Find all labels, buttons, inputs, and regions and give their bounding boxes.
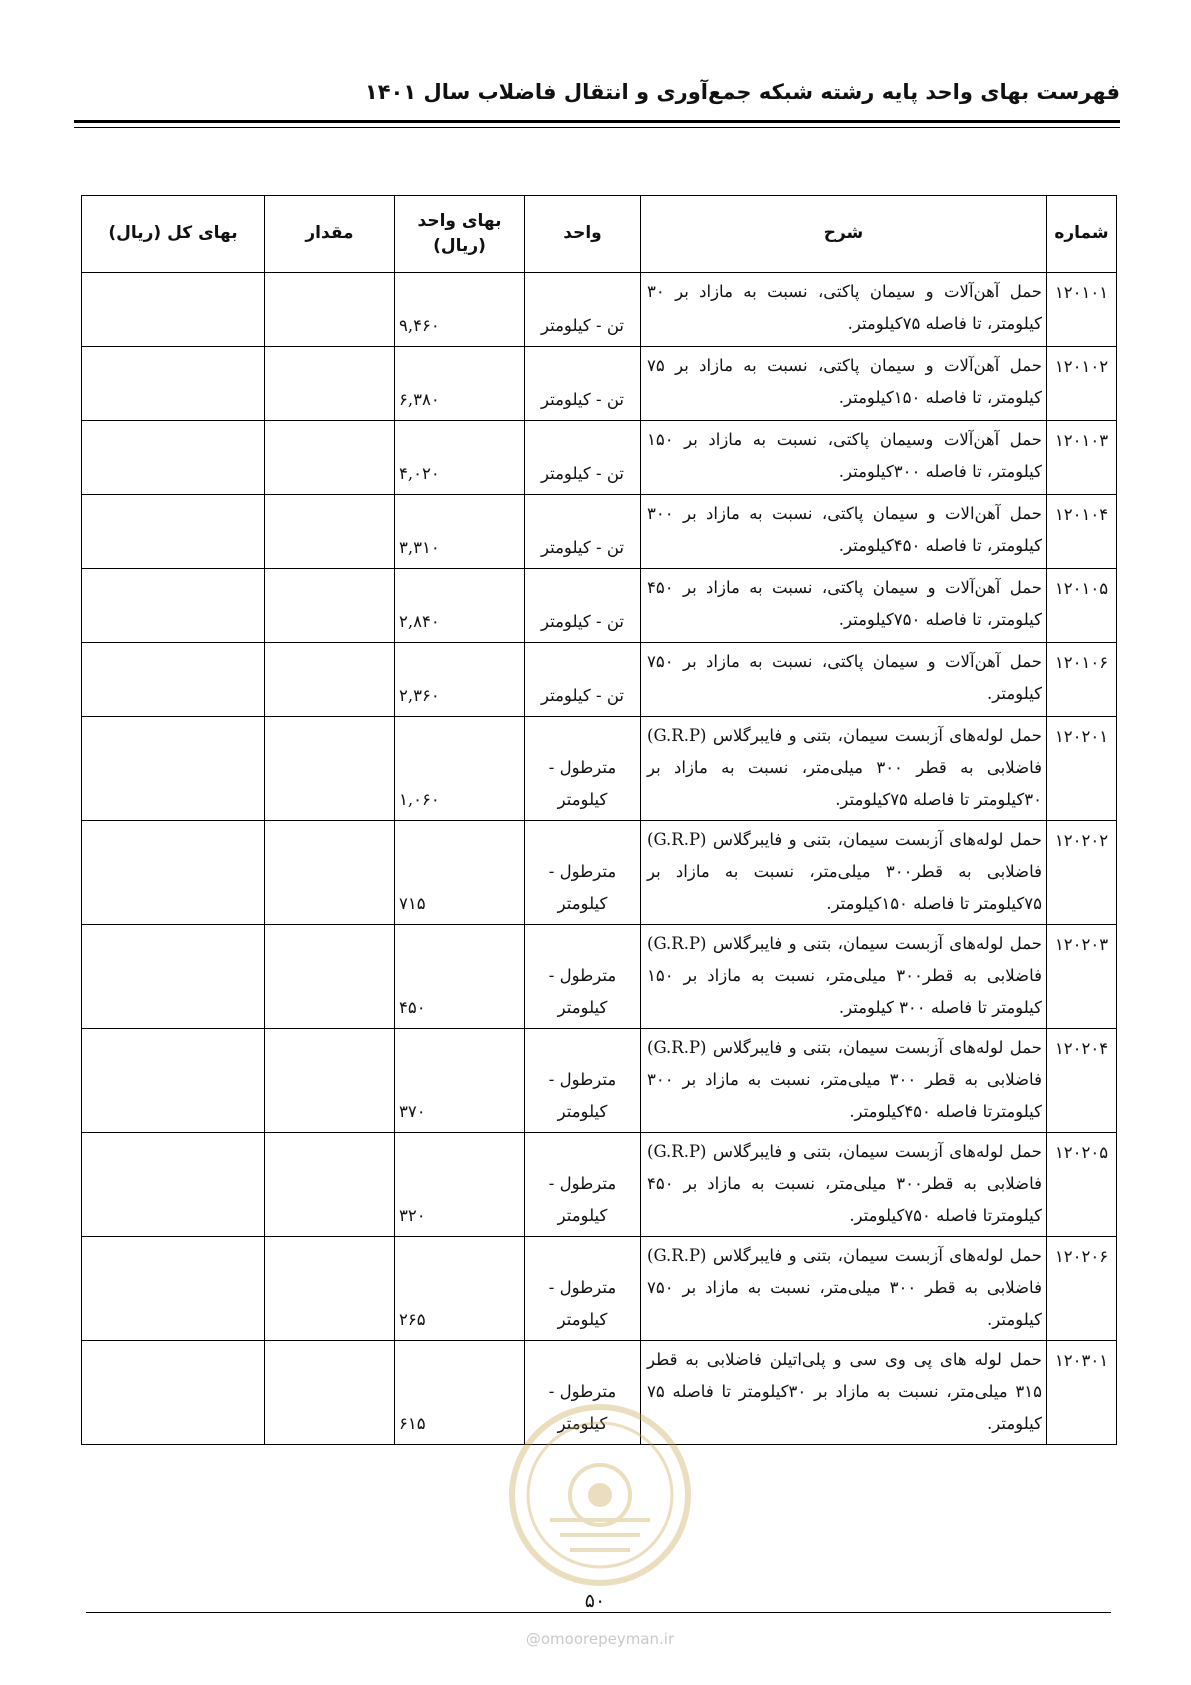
- item-unit-price-cell: ۳۷۰: [395, 1029, 525, 1133]
- item-unit-cell: [525, 925, 641, 1029]
- item-unit-price-cell: ۶,۳۸۰: [395, 347, 525, 421]
- item-unit-line: مترطول -: [548, 1381, 617, 1401]
- item-unit-cell: [525, 273, 641, 347]
- item-unit-line: مترطول -: [548, 1173, 617, 1193]
- item-quantity-cell: [265, 1341, 395, 1445]
- item-total-price-cell: [82, 1029, 265, 1133]
- table-row: [82, 347, 1117, 421]
- item-unit-line: مترطول -: [548, 965, 617, 985]
- item-total-price-cell: [82, 1133, 265, 1237]
- item-total-price-cell: [82, 1341, 265, 1445]
- item-unit-price-cell: ۴,۰۲۰: [395, 421, 525, 495]
- item-unit-line: کیلومتر: [557, 789, 608, 809]
- footer-watermark-text: @omoorepeyman.ir: [525, 1630, 675, 1648]
- item-unit-cell: [525, 347, 641, 421]
- item-quantity-cell: [265, 821, 395, 925]
- item-unit-line: کیلومتر: [557, 1101, 608, 1121]
- item-description-cell: حمل آهن‌الات و سیمان پاکتی، نسبت به مازاد بر ۳۰۰ کیلومتر، تا فاصله ۴۵۰کیلومتر.: [641, 495, 1047, 569]
- item-unit-price-cell: ۶۱۵: [395, 1341, 525, 1445]
- item-description-cell: حمل لوله‌های آزبست سیمان، بتنی و فایبرگلاس (G.R.P) فاضلابی به قطر ۳۰۰ میلی‌متر، نسبت به مازاد بر ۳۰۰ کیلومترتا فاصله ۴۵۰کیلومتر.: [641, 1029, 1047, 1133]
- item-unit-cell: [525, 569, 641, 643]
- column-header-code: شماره: [1047, 196, 1117, 273]
- item-code-cell: ۱۲۰۱۰۵: [1047, 569, 1117, 643]
- item-unit-price-cell: ۳۲۰: [395, 1133, 525, 1237]
- item-code-cell: ۱۲۰۲۰۵: [1047, 1133, 1117, 1237]
- item-unit-line: کیلومتر: [557, 893, 608, 913]
- item-quantity-cell: [265, 925, 395, 1029]
- item-quantity-cell: [265, 1029, 395, 1133]
- item-code-cell: ۱۲۰۱۰۱: [1047, 273, 1117, 347]
- item-unit-line: تن - کیلومتر: [541, 685, 624, 705]
- table-row: [82, 495, 1117, 569]
- item-quantity-cell: [265, 273, 395, 347]
- item-code-cell: ۱۲۰۲۰۳: [1047, 925, 1117, 1029]
- item-description-cell: حمل لوله‌های آزبست سیمان، بتنی و فایبرگلاس (G.R.P) فاضلابی به قطر۳۰۰ میلی‌متر، نسبت به مازاد بر ۱۵۰ کیلومتر تا فاصله ۳۰۰ کیلومتر.: [641, 925, 1047, 1029]
- table-row: [82, 643, 1117, 717]
- item-unit-line: کیلومتر: [557, 997, 608, 1017]
- item-unit-cell: [525, 1341, 641, 1445]
- item-unit-line: کیلومتر: [557, 1309, 608, 1329]
- item-unit-price-cell: ۲,۸۴۰: [395, 569, 525, 643]
- item-unit-price-cell: ۲,۳۶۰: [395, 643, 525, 717]
- item-code-cell: ۱۲۰۱۰۴: [1047, 495, 1117, 569]
- header-divider-thin: [74, 127, 1120, 128]
- table-row: [82, 1341, 1117, 1445]
- item-unit-price-cell: ۴۵۰: [395, 925, 525, 1029]
- item-code-cell: ۱۲۰۱۰۲: [1047, 347, 1117, 421]
- item-unit-line: کیلومتر: [557, 1413, 608, 1433]
- item-quantity-cell: [265, 347, 395, 421]
- item-unit-price-cell: ۲۶۵: [395, 1237, 525, 1341]
- item-unit-line: کیلومتر: [557, 1205, 608, 1225]
- item-unit-line: مترطول -: [548, 757, 617, 777]
- item-quantity-cell: [265, 495, 395, 569]
- column-header-unit-price: بهای واحد (ریال): [395, 196, 525, 273]
- item-quantity-cell: [265, 643, 395, 717]
- item-unit-line: تن - کیلومتر: [541, 315, 624, 335]
- price-list-table: [81, 195, 1117, 1445]
- item-unit-cell: [525, 1133, 641, 1237]
- item-code-cell: ۱۲۰۲۰۲: [1047, 821, 1117, 925]
- table-row: [82, 421, 1117, 495]
- table-row: [82, 569, 1117, 643]
- header-divider-thick: [74, 120, 1120, 123]
- item-unit-cell: [525, 643, 641, 717]
- footer-divider: [86, 1612, 1111, 1613]
- page-number: ۵۰: [584, 1590, 606, 1612]
- item-description-cell: حمل لوله های پی وی سی و پلی‌اتیلن فاضلابی به قطر ۳۱۵ میلی‌متر، نسبت به مازاد بر ۳۰کیلومتر تا فاصله ۷۵ کیلومتر.: [641, 1341, 1047, 1445]
- item-unit-price-cell: ۳,۳۱۰: [395, 495, 525, 569]
- table-row: [82, 273, 1117, 347]
- item-total-price-cell: [82, 643, 265, 717]
- table-row: [82, 1029, 1117, 1133]
- item-description-cell: حمل آهن‌آلات و سیمان پاکتی، نسبت به مازاد بر ۷۵۰ کیلومتر.: [641, 643, 1047, 717]
- table-row: [82, 1133, 1117, 1237]
- item-quantity-cell: [265, 1237, 395, 1341]
- item-code-cell: ۱۲۰۲۰۶: [1047, 1237, 1117, 1341]
- item-quantity-cell: [265, 421, 395, 495]
- item-quantity-cell: [265, 569, 395, 643]
- column-header-quantity: مقدار: [265, 196, 395, 273]
- item-code-cell: ۱۲۰۲۰۴: [1047, 1029, 1117, 1133]
- item-unit-line: تن - کیلومتر: [541, 463, 624, 483]
- table-row: [82, 717, 1117, 821]
- item-unit-line: مترطول -: [548, 1277, 617, 1297]
- item-total-price-cell: [82, 421, 265, 495]
- item-total-price-cell: [82, 569, 265, 643]
- table-header-row: [82, 196, 1117, 273]
- item-total-price-cell: [82, 821, 265, 925]
- item-unit-line: تن - کیلومتر: [541, 389, 624, 409]
- item-quantity-cell: [265, 1133, 395, 1237]
- item-description-cell: حمل لوله‌های آزبست سیمان، بتنی و فایبرگلاس (G.R.P) فاضلابی به قطر۳۰۰ میلی‌متر، نسبت به مازاد بر ۴۵۰ کیلومترتا فاصله ۷۵۰کیلومتر.: [641, 1133, 1047, 1237]
- item-unit-line: تن - کیلومتر: [541, 611, 624, 631]
- item-unit-line: مترطول -: [548, 1069, 617, 1089]
- column-header-description: شرح: [641, 196, 1047, 273]
- item-unit-price-cell: ۷۱۵: [395, 821, 525, 925]
- item-total-price-cell: [82, 1237, 265, 1341]
- item-code-cell: ۱۲۰۱۰۶: [1047, 643, 1117, 717]
- item-description-cell: حمل لوله‌های آزبست سیمان، بتنی و فایبرگلاس (G.R.P) فاضلابی به قطر۳۰۰ میلی‌متر، نسبت به مازاد بر ۷۵کیلومتر تا فاصله ۱۵۰کیلومتر.: [641, 821, 1047, 925]
- item-code-cell: ۱۲۰۲۰۱: [1047, 717, 1117, 821]
- item-total-price-cell: [82, 495, 265, 569]
- item-description-cell: حمل لوله‌های آزبست سیمان، بتنی و فایبرگلاس (G.R.P) فاضلابی به قطر ۳۰۰ میلی‌متر، نسبت به مازاد بر ۳۰کیلومتر تا فاصله ۷۵کیلومتر.: [641, 717, 1047, 821]
- item-unit-cell: [525, 1237, 641, 1341]
- item-quantity-cell: [265, 717, 395, 821]
- item-description-cell: حمل لوله‌های آزبست سیمان، بتنی و فایبرگلاس (G.R.P) فاضلابی به قطر ۳۰۰ میلی‌متر، نسبت به مازاد بر ۷۵۰ کیلومتر.: [641, 1237, 1047, 1341]
- item-unit-cell: [525, 495, 641, 569]
- item-total-price-cell: [82, 273, 265, 347]
- item-code-cell: ۱۲۰۱۰۳: [1047, 421, 1117, 495]
- item-unit-cell: [525, 717, 641, 821]
- item-unit-cell: [525, 421, 641, 495]
- table-row: [82, 821, 1117, 925]
- item-description-cell: حمل آهن‌آلات و سیمان پاکتی، نسبت به مازاد بر ۳۰ کیلومتر، تا فاصله ۷۵کیلومتر.: [641, 273, 1047, 347]
- item-unit-cell: [525, 1029, 641, 1133]
- table-body: [82, 273, 1117, 1445]
- item-unit-price-cell: ۹,۴۶۰: [395, 273, 525, 347]
- item-unit-line: تن - کیلومتر: [541, 537, 624, 557]
- item-code-cell: ۱۲۰۳۰۱: [1047, 1341, 1117, 1445]
- column-header-unit: واحد: [525, 196, 641, 273]
- item-unit-price-cell: ۱,۰۶۰: [395, 717, 525, 821]
- item-description-cell: حمل آهن‌آلات وسیمان پاکتی، نسبت به مازاد بر ۱۵۰ کیلومتر، تا فاصله ۳۰۰کیلومتر.: [641, 421, 1047, 495]
- item-total-price-cell: [82, 717, 265, 821]
- item-description-cell: حمل آهن‌آلات و سیمان پاکتی، نسبت به مازاد بر ۷۵ کیلومتر، تا فاصله ۱۵۰کیلومتر.: [641, 347, 1047, 421]
- table-row: [82, 925, 1117, 1029]
- table-row: [82, 1237, 1117, 1341]
- item-unit-cell: [525, 821, 641, 925]
- column-header-total-price: بهای کل (ریال): [82, 196, 265, 273]
- item-total-price-cell: [82, 347, 265, 421]
- item-unit-line: مترطول -: [548, 861, 617, 881]
- item-description-cell: حمل آهن‌آلات و سیمان پاکتی، نسبت به مازاد بر ۴۵۰ کیلومتر، تا فاصله ۷۵۰کیلومتر.: [641, 569, 1047, 643]
- page-header-title: فهرست بهای واحد پایه رشته شبکه جمع‌آوری و انتقال فاضلاب سال ۱۴۰۱: [364, 80, 1120, 104]
- item-total-price-cell: [82, 925, 265, 1029]
